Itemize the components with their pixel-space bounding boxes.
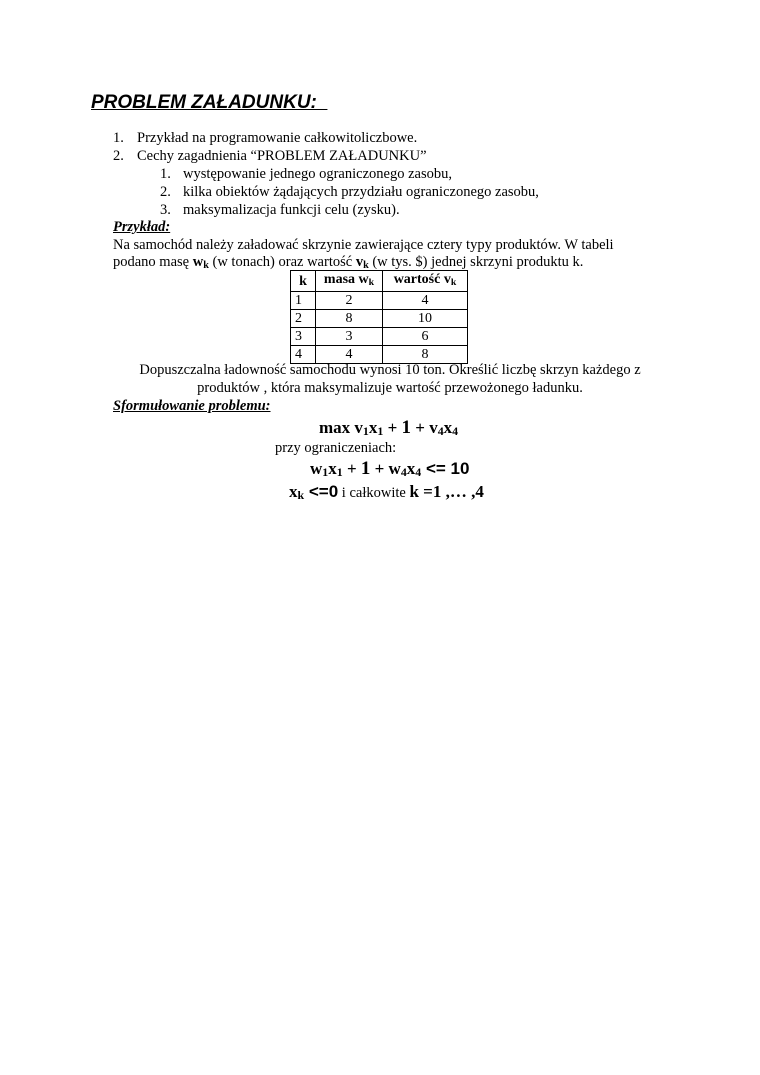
page-title: PROBLEM ZAŁADUNKU: — [91, 92, 328, 113]
column-header-k: k — [291, 271, 316, 292]
objective-function: $\max v_1x_1 + 1 + v_4x_4$ — [319, 417, 459, 438]
product-table — [290, 270, 468, 364]
list-item: Przykład na programowanie całkowitoliczbowe. — [137, 130, 418, 146]
table-cell: 4 — [316, 346, 383, 364]
table-row — [291, 292, 468, 310]
intro-line-1: Na samochód należy załadować skrzynie zawierające cztery typy produktów. W tabeli — [113, 237, 614, 253]
table-cell: 4 — [291, 346, 316, 364]
table-cell: 2 — [291, 310, 316, 328]
sublist-number: 1. — [160, 166, 171, 182]
sublist-item: kilka obiektów żądających przydziału ograniczonego zasobu, — [183, 184, 539, 200]
table-row — [291, 328, 468, 346]
table-header-row — [291, 271, 468, 292]
intro-line-2: podano masę $w_k$ (w tonach) oraz wartość $v_k$ (w tys. $) jednej skrzyni produktu k. — [113, 254, 584, 271]
constraints-label: przy ograniczeniach: — [275, 440, 397, 456]
capacity-line-1: Dopuszczalna ładowność samochodu wynosi 10 ton. Określić liczbę skrzyn każdego z — [139, 362, 641, 378]
column-header-wartosc: wartość $v_k$ — [383, 271, 468, 292]
list-number: 1. — [113, 130, 124, 146]
table-cell: 3 — [316, 328, 383, 346]
sublist-number: 3. — [160, 202, 171, 218]
table-cell: 6 — [383, 328, 468, 346]
table-cell: 8 — [316, 310, 383, 328]
sublist-item: występowanie jednego ograniczonego zasobu, — [183, 166, 452, 182]
constraint-integer: $x_k <=0$ i całkowite k =1 ,… ,4 — [289, 482, 484, 502]
table-row — [291, 346, 468, 364]
table-cell: 4 — [383, 292, 468, 310]
sublist-item: maksymalizacja funkcji celu (zysku). — [183, 202, 400, 218]
example-heading: Przykład: — [113, 219, 171, 235]
table-cell: 1 — [291, 292, 316, 310]
table-cell: 2 — [316, 292, 383, 310]
sublist-number: 2. — [160, 184, 171, 200]
table-cell: 8 — [383, 346, 468, 364]
list-number: 2. — [113, 148, 124, 164]
table-row — [291, 310, 468, 328]
table-cell: 10 — [383, 310, 468, 328]
column-header-masa: masa $w_k$ — [316, 271, 383, 292]
constraint-capacity: $w_1x_1 + 1 + w_4x_4 <= 10$ — [310, 458, 470, 479]
list-item: Cechy zagadnienia “PROBLEM ZAŁADUNKU” — [137, 148, 427, 164]
table-cell: 3 — [291, 328, 316, 346]
formulation-heading: Sformułowanie problemu: — [113, 398, 271, 414]
capacity-line-2: produktów , która maksymalizuje wartość przewożonego ładunku. — [197, 380, 583, 396]
